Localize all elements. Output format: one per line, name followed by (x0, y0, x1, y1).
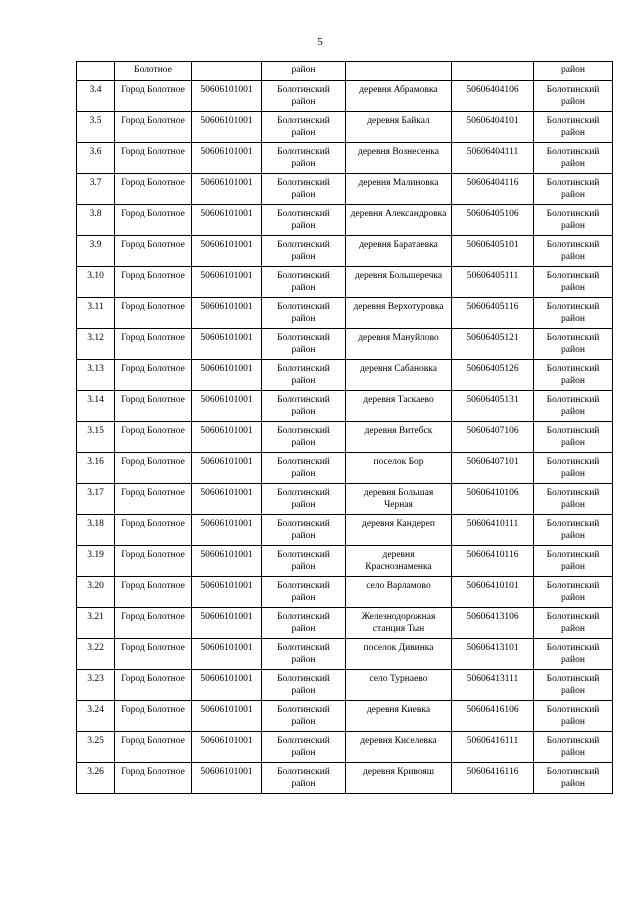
cell-number: 3.16 (77, 453, 115, 484)
cell-code: 50606410116 (452, 546, 534, 577)
cell-code: 50606407106 (452, 422, 534, 453)
cell-number: 3.20 (77, 577, 115, 608)
cell-oktmo: 50606101001 (192, 546, 262, 577)
cell-settlement: поселок Дивинка (346, 639, 452, 670)
cell-district-2: Болотинский район (534, 236, 613, 267)
cell-number: 3.15 (77, 422, 115, 453)
cell-oktmo: 50606101001 (192, 112, 262, 143)
cell-city: Город Болотное (115, 205, 192, 236)
cell-district-2: Болотинский район (534, 763, 613, 794)
cell-district: Болотинский район (262, 329, 346, 360)
table-row (77, 267, 613, 298)
cell-district-2: Болотинский район (534, 639, 613, 670)
cell-oktmo: 50606101001 (192, 763, 262, 794)
cell-district: Болотинский район (262, 484, 346, 515)
cell-code: 50606405111 (452, 267, 534, 298)
cell-district: Болотинский район (262, 174, 346, 205)
table-row (77, 236, 613, 267)
cell-district-2: Болотинский район (534, 577, 613, 608)
cell-oktmo: 50606101001 (192, 267, 262, 298)
cell-district: Болотинский район (262, 639, 346, 670)
table-row (77, 174, 613, 205)
cell-oktmo: 50606101001 (192, 360, 262, 391)
cell-district-2: Болотинский район (534, 360, 613, 391)
cell-settlement: Железнодорожная станция Тын (346, 608, 452, 639)
table-row (77, 701, 613, 732)
cell-settlement: деревня Мануйлово (346, 329, 452, 360)
cell-district: Болотинский район (262, 422, 346, 453)
cell-district: Болотинский район (262, 205, 346, 236)
table-row (77, 732, 613, 763)
cell-city: Город Болотное (115, 577, 192, 608)
cell-code: 50606404106 (452, 81, 534, 112)
cell-settlement: деревня Александровка (346, 205, 452, 236)
cell-settlement: поселок Бор (346, 453, 452, 484)
table-row (77, 546, 613, 577)
cell-district-2: Болотинский район (534, 143, 613, 174)
cell-district: Болотинский район (262, 81, 346, 112)
table-row (77, 391, 613, 422)
cell-code: 50606410101 (452, 577, 534, 608)
table-row (77, 329, 613, 360)
cell-district: Болотинский район (262, 143, 346, 174)
cell-settlement: деревня Сабановка (346, 360, 452, 391)
cell-code: 50606413101 (452, 639, 534, 670)
cell-settlement: деревня Витебск (346, 422, 452, 453)
cell-settlement: деревня Большая Черная (346, 484, 452, 515)
cell-oktmo: 50606101001 (192, 143, 262, 174)
cell-district-2: Болотинский район (534, 546, 613, 577)
cell-number: 3.22 (77, 639, 115, 670)
cell-code: 50606405101 (452, 236, 534, 267)
cell-code: 50606416111 (452, 732, 534, 763)
table-row (77, 763, 613, 794)
cell-code: 50606404101 (452, 112, 534, 143)
cell-settlement: деревня Таскаево (346, 391, 452, 422)
settlements-table (76, 61, 613, 794)
cell-district-2: Болотинский район (534, 422, 613, 453)
cell-number: 3.4 (77, 81, 115, 112)
cell-district-2: Болотинский район (534, 701, 613, 732)
table-row (77, 515, 613, 546)
cell-oktmo: 50606101001 (192, 205, 262, 236)
cell-city: Город Болотное (115, 732, 192, 763)
cell-district: Болотинский район (262, 546, 346, 577)
cell-settlement: деревня Вознесенка (346, 143, 452, 174)
table-row (77, 360, 613, 391)
cell-oktmo: 50606101001 (192, 391, 262, 422)
cell-number: 3.10 (77, 267, 115, 298)
cell-district-2: Болотинский район (534, 81, 613, 112)
cell-oktmo: 50606101001 (192, 298, 262, 329)
cell-district-2: Болотинский район (534, 484, 613, 515)
cell-number: 3.11 (77, 298, 115, 329)
cell-code: 50606405131 (452, 391, 534, 422)
cell-code: 50606416106 (452, 701, 534, 732)
cell-number: 3.5 (77, 112, 115, 143)
cell-number: 3.24 (77, 701, 115, 732)
cell-code: 50606407101 (452, 453, 534, 484)
cell-district-2: Болотинский район (534, 298, 613, 329)
cell-settlement: деревня Краснознаменка (346, 546, 452, 577)
cell-oktmo: 50606101001 (192, 236, 262, 267)
cell-oktmo: 50606101001 (192, 81, 262, 112)
cell-district-2: Болотинский район (534, 453, 613, 484)
table-row (77, 453, 613, 484)
table-row (77, 639, 613, 670)
cell-settlement: деревня Абрамовка (346, 81, 452, 112)
cell-city: Город Болотное (115, 236, 192, 267)
cell-district-2: Болотинский район (534, 112, 613, 143)
cell-code: 50606404111 (452, 143, 534, 174)
cell-settlement: деревня Большеречка (346, 267, 452, 298)
cell-number: 3.14 (77, 391, 115, 422)
cell-code (452, 62, 534, 81)
cell-district: Болотинский район (262, 608, 346, 639)
cell-settlement (346, 62, 452, 81)
cell-district: Болотинский район (262, 577, 346, 608)
cell-number: 3.9 (77, 236, 115, 267)
cell-district: Болотинский район (262, 391, 346, 422)
cell-oktmo: 50606101001 (192, 639, 262, 670)
cell-oktmo (192, 62, 262, 81)
cell-number: 3.25 (77, 732, 115, 763)
cell-oktmo: 50606101001 (192, 422, 262, 453)
cell-oktmo: 50606101001 (192, 329, 262, 360)
table-row (77, 112, 613, 143)
cell-code: 50606404116 (452, 174, 534, 205)
table-row (77, 484, 613, 515)
cell-district: Болотинский район (262, 701, 346, 732)
cell-district: Болотинский район (262, 670, 346, 701)
cell-district: Болотинский район (262, 453, 346, 484)
cell-city: Город Болотное (115, 422, 192, 453)
cell-oktmo: 50606101001 (192, 608, 262, 639)
cell-district-2: Болотинский район (534, 608, 613, 639)
cell-oktmo: 50606101001 (192, 453, 262, 484)
cell-code: 50606405126 (452, 360, 534, 391)
cell-settlement: деревня Малиновка (346, 174, 452, 205)
cell-settlement: село Турнаево (346, 670, 452, 701)
cell-city: Город Болотное (115, 608, 192, 639)
cell-settlement: деревня Верхотуровка (346, 298, 452, 329)
cell-oktmo: 50606101001 (192, 701, 262, 732)
cell-city: Город Болотное (115, 112, 192, 143)
cell-city: Город Болотное (115, 763, 192, 794)
cell-district-2: Болотинский район (534, 205, 613, 236)
cell-city: Город Болотное (115, 298, 192, 329)
cell-city: Город Болотное (115, 453, 192, 484)
cell-city: Город Болотное (115, 267, 192, 298)
cell-district-2: Болотинский район (534, 391, 613, 422)
cell-city: Город Болотное (115, 360, 192, 391)
cell-district: Болотинский район (262, 267, 346, 298)
cell-district: Болотинский район (262, 112, 346, 143)
cell-number: 3.12 (77, 329, 115, 360)
cell-settlement: деревня Киевка (346, 701, 452, 732)
table-row (77, 670, 613, 701)
cell-code: 50606405121 (452, 329, 534, 360)
cell-city: Город Болотное (115, 81, 192, 112)
cell-district: Болотинский район (262, 732, 346, 763)
table-row (77, 422, 613, 453)
cell-code: 50606410106 (452, 484, 534, 515)
cell-district: Болотинский район (262, 360, 346, 391)
cell-district-2: Болотинский район (534, 732, 613, 763)
cell-settlement: деревня Байкал (346, 112, 452, 143)
cell-number: 3.8 (77, 205, 115, 236)
cell-city: Город Болотное (115, 670, 192, 701)
cell-settlement: деревня Кривояш (346, 763, 452, 794)
cell-oktmo: 50606101001 (192, 732, 262, 763)
cell-number: 3.26 (77, 763, 115, 794)
cell-code: 50606413106 (452, 608, 534, 639)
cell-number: 3.6 (77, 143, 115, 174)
cell-city: Болотное (115, 62, 192, 81)
cell-district-2: Болотинский район (534, 267, 613, 298)
table-row (77, 143, 613, 174)
cell-code: 50606405116 (452, 298, 534, 329)
cell-number: 3.17 (77, 484, 115, 515)
table-body (77, 62, 613, 794)
cell-code: 50606405106 (452, 205, 534, 236)
cell-code: 50606416116 (452, 763, 534, 794)
cell-city: Город Болотное (115, 701, 192, 732)
cell-city: Город Болотное (115, 515, 192, 546)
cell-number: 3.13 (77, 360, 115, 391)
table-row (77, 577, 613, 608)
page-number: 5 (317, 36, 323, 48)
cell-code: 50606413111 (452, 670, 534, 701)
cell-district: Болотинский район (262, 298, 346, 329)
cell-district-2: Болотинский район (534, 515, 613, 546)
cell-district: Болотинский район (262, 236, 346, 267)
cell-oktmo: 50606101001 (192, 577, 262, 608)
cell-number (77, 62, 115, 81)
cell-district-2: Болотинский район (534, 174, 613, 205)
cell-oktmo: 50606101001 (192, 174, 262, 205)
cell-code: 50606410111 (452, 515, 534, 546)
cell-number: 3.23 (77, 670, 115, 701)
cell-number: 3.18 (77, 515, 115, 546)
table-row (77, 608, 613, 639)
table-row (77, 298, 613, 329)
cell-district-2: Болотинский район (534, 329, 613, 360)
cell-settlement: деревня Баратаевка (346, 236, 452, 267)
table-row (77, 205, 613, 236)
cell-city: Город Болотное (115, 329, 192, 360)
cell-number: 3.21 (77, 608, 115, 639)
cell-oktmo: 50606101001 (192, 670, 262, 701)
cell-city: Город Болотное (115, 174, 192, 205)
table-row (77, 81, 613, 112)
cell-city: Город Болотное (115, 391, 192, 422)
cell-district-2: район (534, 62, 613, 81)
cell-number: 3.19 (77, 546, 115, 577)
cell-settlement: село Варламово (346, 577, 452, 608)
cell-oktmo: 50606101001 (192, 515, 262, 546)
cell-city: Город Болотное (115, 639, 192, 670)
cell-district: район (262, 62, 346, 81)
cell-settlement: деревня Киселевка (346, 732, 452, 763)
cell-city: Город Болотное (115, 484, 192, 515)
table-row-continued (77, 62, 613, 81)
cell-oktmo: 50606101001 (192, 484, 262, 515)
cell-city: Город Болотное (115, 546, 192, 577)
cell-district-2: Болотинский район (534, 670, 613, 701)
cell-city: Город Болотное (115, 143, 192, 174)
cell-settlement: деревня Кандереп (346, 515, 452, 546)
cell-district: Болотинский район (262, 763, 346, 794)
cell-number: 3.7 (77, 174, 115, 205)
cell-district: Болотинский район (262, 515, 346, 546)
